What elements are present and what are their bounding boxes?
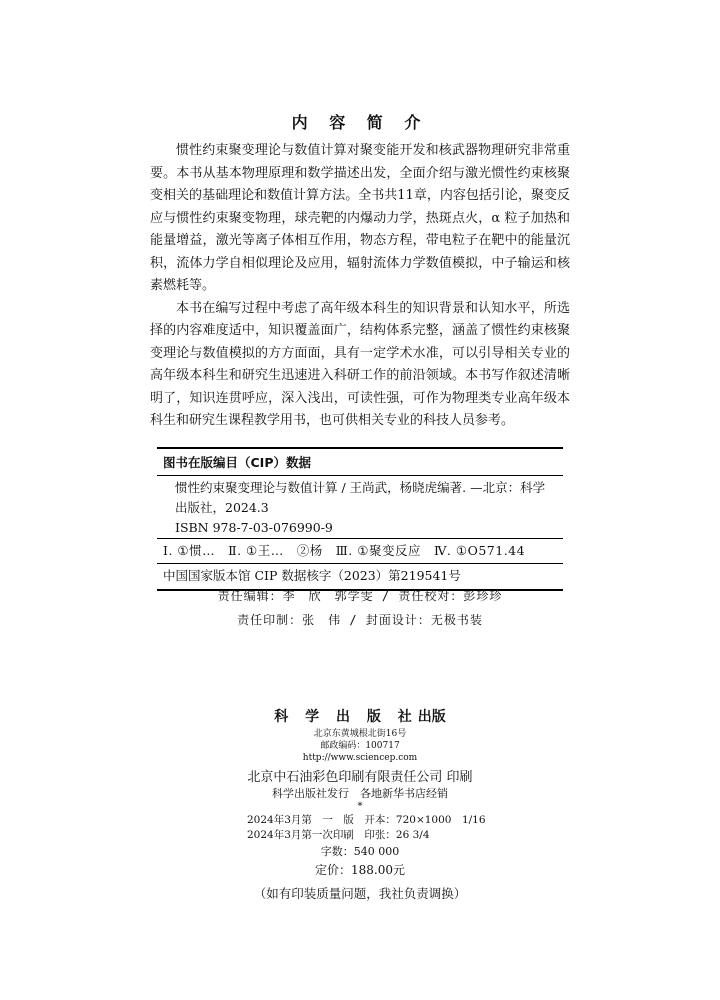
cip-core-number: 中国国家版本馆 CIP 数据核字（2023）第219541号: [163, 568, 461, 583]
cip-classification: Ⅰ. ①惯… Ⅱ. ①王… ②杨 Ⅲ. ①聚变反应 Ⅳ. ①O571.44: [163, 543, 526, 558]
char-count: 字数：540 000: [320, 845, 400, 858]
publisher-postcode: 邮政编码：100717: [320, 741, 400, 751]
printing-line: 2024年3月第一次印刷 印张：26 3/4: [247, 829, 430, 841]
abstract: [150, 140, 570, 433]
page-title: 内 容 简 介: [291, 113, 429, 132]
distribution: 科学出版社发行 各地新华书店经销: [272, 787, 448, 800]
edition-line: 2024年3月第 一 版 开本：720×1000 1/16: [247, 814, 486, 826]
publisher-url: http://www.sciencep.com: [302, 753, 418, 763]
production-credits: 责任印制：张 伟 / 封面设计：无极书装: [237, 613, 483, 627]
publisher-address: 北京东黄城根北街16号: [313, 729, 407, 739]
separator-star: *: [357, 801, 363, 812]
publisher-name: [0, 706, 720, 726]
printer: 北京中石油彩色印刷有限责任公司 印刷: [247, 770, 473, 785]
cip-entry-line: 惯性约束聚变理论与数值计算 / 王尚武，杨晓虎编著. —北京：科学: [175, 480, 546, 495]
cip-entry-line: 出版社，2024.3: [175, 500, 269, 515]
quality-notice: （如有印装质量问题，我社负责调换）: [253, 886, 467, 901]
publisher-suffix: 出版: [417, 709, 446, 725]
cip-entry: [157, 476, 563, 538]
cip-heading: 图书在版编目（CIP）数据: [163, 455, 311, 470]
price: 定价：188.00元: [315, 863, 405, 877]
publisher-wordmark: 科 学 出 版 社: [274, 709, 418, 725]
editor-credits: 责任编辑：李 欣 郭学雯 / 责任校对：彭珍珍: [217, 589, 503, 603]
edition-info: [247, 813, 486, 843]
abstract-paragraph: 惯性约束聚变理论与数值计算对聚变能开发和核武器物理研究非常重要。本书从基本物理原理和数学描述出发，全面介绍与激光惯性约束核聚变相关的基础理论和数值计算方法。全书共11章，内容包括引论，聚变反应与惯性约束聚变物理，球壳靶的内爆动力学，热斑点火，α 粒子加热和能量增益，激光等离子体相互作用，物态方程，带电粒子在靶中的能量沉积，流体力学自相似理论及应用，辐射流体力学数值模拟，中子输运和核素燃耗等。: [150, 143, 570, 293]
cip-isbn: ISBN 978-7-03-076990-9: [175, 520, 333, 535]
cip-block: [157, 447, 563, 591]
abstract-paragraph: 本书在编写过程中考虑了高年级本科生的知识背景和认知水平，所选择的内容难度适中，知识覆盖面广，结构体系完整，涵盖了惯性约束核聚变理论与数值模拟的方方面面，具有一定学术水准，可以引导相关专业的高年级本科生和研究生迅速进入科研工作的前沿领域。本书写作叙述清晰明了，知识连贯呼应，深入浅出，可读性强，可作为物理类专业高年级本科生和研究生课程教学用书，也可供相关专业的科技人员参考。: [150, 300, 570, 428]
